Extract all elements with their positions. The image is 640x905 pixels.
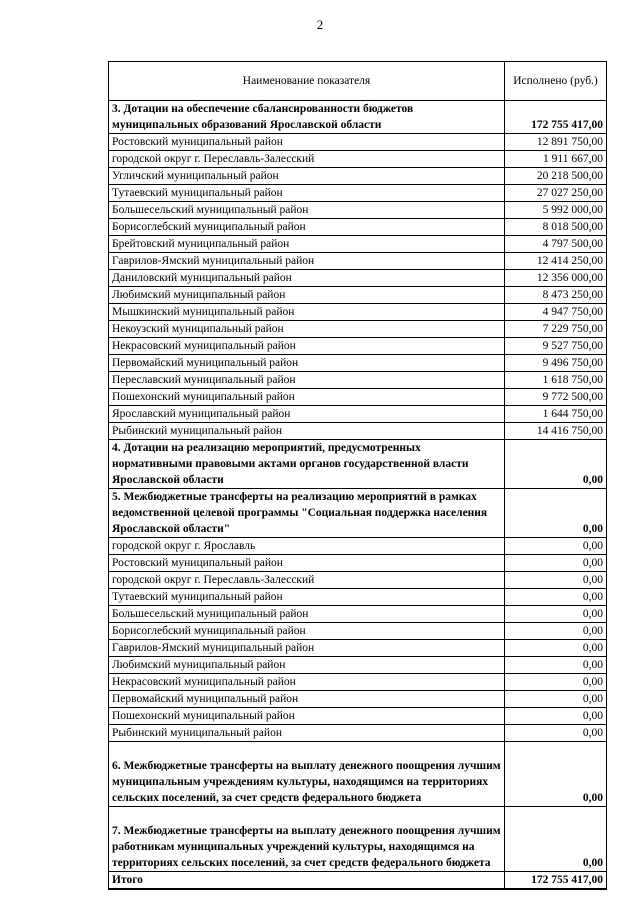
table-body [109,101,607,890]
row-value: 0,00 [505,691,607,708]
table-row [109,389,607,406]
row-name: Тутаевский муниципальный район [109,589,505,606]
row-value: 14 416 750,00 [505,423,607,440]
section-row [109,489,607,538]
row-value: 20 218 500,00 [505,168,607,185]
table-row [109,338,607,355]
section-title: 7. Межбюджетные трансферты на выплату денежного поощрения лучшим работникам муниципальных учреждений культуры, находящимся на территориях сельских поселений, за счет средств федерального бюджета [109,807,505,872]
row-name: Борисоглебский муниципальный район [109,623,505,640]
header-name-col: Наименование показателя [109,62,505,101]
row-name: Рыбинский муниципальный район [109,725,505,742]
row-value: 27 027 250,00 [505,185,607,202]
row-value: 0,00 [505,623,607,640]
table-row [109,555,607,572]
table-row [109,372,607,389]
section-total: 0,00 [505,440,607,489]
row-name: городской округ г. Переславль-Залесский [109,151,505,168]
section-total: 172 755 417,00 [505,101,607,134]
row-name: Ростовский муниципальный район [109,134,505,151]
row-name: Первомайский муниципальный район [109,355,505,372]
table-row [109,321,607,338]
table-row [109,219,607,236]
row-value: 8 473 250,00 [505,287,607,304]
row-value: 1 618 750,00 [505,372,607,389]
row-value: 0,00 [505,725,607,742]
row-name: Любимский муниципальный район [109,657,505,674]
table-row [109,657,607,674]
row-name: Некоузский муниципальный район [109,321,505,338]
row-name: Угличский муниципальный район [109,168,505,185]
row-name: Ярославский муниципальный район [109,406,505,423]
row-name: Ростовский муниципальный район [109,555,505,572]
table-row [109,253,607,270]
row-name: Тутаевский муниципальный район [109,185,505,202]
row-value: 0,00 [505,674,607,691]
section-row [109,440,607,489]
table-row [109,725,607,742]
row-value: 12 414 250,00 [505,253,607,270]
row-value: 0,00 [505,657,607,674]
section-total: 0,00 [505,742,607,807]
row-name: Переславский муниципальный район [109,372,505,389]
row-value: 0,00 [505,589,607,606]
row-name: Гаврилов-Ямский муниципальный район [109,253,505,270]
table-row [109,589,607,606]
table-row [109,185,607,202]
table-row [109,691,607,708]
table-row [109,236,607,253]
row-name: Брейтовский муниципальный район [109,236,505,253]
row-name: Даниловский муниципальный район [109,270,505,287]
row-name: Некрасовский муниципальный район [109,338,505,355]
table-row [109,304,607,321]
total-label: Итого [109,872,505,890]
row-name: городской округ г. Переславль-Залесский [109,572,505,589]
table-row [109,134,607,151]
table-row [109,270,607,287]
table-row [109,151,607,168]
total-value: 172 755 417,00 [505,872,607,890]
row-value: 9 772 500,00 [505,389,607,406]
section-row [109,101,607,134]
row-value: 9 527 750,00 [505,338,607,355]
row-value: 1 911 667,00 [505,151,607,168]
row-value: 7 229 750,00 [505,321,607,338]
table-row [109,168,607,185]
row-value: 0,00 [505,640,607,657]
table-row [109,623,607,640]
row-value: 1 644 750,00 [505,406,607,423]
row-value: 8 018 500,00 [505,219,607,236]
row-value: 9 496 750,00 [505,355,607,372]
row-value: 0,00 [505,708,607,725]
section-total: 0,00 [505,489,607,538]
row-value: 4 947 750,00 [505,304,607,321]
section-row [109,742,607,807]
budget-table [108,61,607,890]
table-row [109,423,607,440]
row-value: 0,00 [505,572,607,589]
table-row [109,287,607,304]
page-number: 2 [316,17,324,32]
table-row [109,538,607,555]
row-name: Мышкинский муниципальный район [109,304,505,321]
row-name: Некрасовский муниципальный район [109,674,505,691]
row-name: Большесельский муниципальный район [109,202,505,219]
section-total: 0,00 [505,807,607,872]
row-name: Рыбинский муниципальный район [109,423,505,440]
table-row [109,202,607,219]
table-row [109,572,607,589]
table-row [109,708,607,725]
row-name: Пошехонский муниципальный район [109,708,505,725]
row-name: Большесельский муниципальный район [109,606,505,623]
table-row [109,640,607,657]
row-name: Пошехонский муниципальный район [109,389,505,406]
row-value: 4 797 500,00 [505,236,607,253]
total-row [109,872,607,890]
section-row [109,807,607,872]
section-title: 5. Межбюджетные трансферты на реализацию мероприятий в рамках ведомственной целевой программы "Социальная поддержка населения Ярославской области" [109,489,505,538]
row-value: 0,00 [505,538,607,555]
table-row [109,674,607,691]
row-value: 5 992 000,00 [505,202,607,219]
section-title: 4. Дотации на реализацию мероприятий, предусмотренных нормативными правовыми актами органов государственной власти Ярославской области [109,440,505,489]
row-name: Гаврилов-Ямский муниципальный район [109,640,505,657]
section-title: 6. Межбюджетные трансферты на выплату денежного поощрения лучшим муниципальным учреждениям культуры, находящимся на территориях сельских поселений, за счет средств федерального бюджета [109,742,505,807]
row-value: 0,00 [505,555,607,572]
row-value: 12 891 750,00 [505,134,607,151]
table-row [109,406,607,423]
row-name: Борисоглебский муниципальный район [109,219,505,236]
header-value-col: Исполнено (руб.) [505,62,607,101]
row-value: 12 356 000,00 [505,270,607,287]
row-value: 0,00 [505,606,607,623]
row-name: Первомайский муниципальный район [109,691,505,708]
table-row [109,355,607,372]
row-name: городской округ г. Ярославль [109,538,505,555]
table-header [109,62,607,101]
table-row [109,606,607,623]
row-name: Любимский муниципальный район [109,287,505,304]
section-title: 3. Дотации на обеспечение сбалансированности бюджетов муниципальных образований Ярославской области [109,101,505,134]
